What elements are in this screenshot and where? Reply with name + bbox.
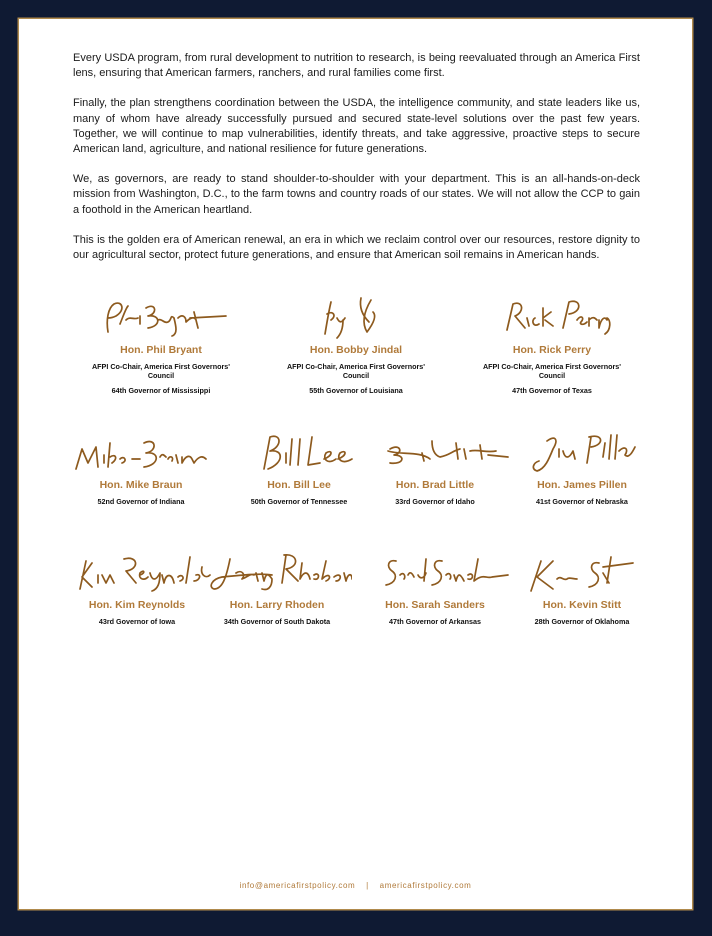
signatory-role: AFPI Co-Chair, America First Governors' Council: [482, 362, 622, 380]
signature-image: [507, 549, 657, 595]
paragraph-usda-programs: Every USDA program, from rural development to nutrition to research, is being reevaluated through an America First lens, ensuring that American farmers, ranchers, and rural families come first.: [73, 52, 640, 80]
signatory-office: 64th Governor of Mississippi: [111, 386, 211, 395]
signatory-name: Hon. Mike Braun: [99, 479, 183, 491]
letter-page: [19, 19, 692, 909]
signatory-name: Hon. Kevin Stitt: [542, 599, 622, 611]
signature-image: [360, 549, 510, 595]
signatory-sarah-sanders: [360, 549, 510, 626]
signatory-name: Hon. Larry Rhoden: [229, 599, 325, 611]
signatory-role: AFPI Co-Chair, America First Governors' Council: [91, 362, 231, 380]
signature-image: [224, 429, 374, 475]
signatory-mike-braun: [66, 429, 216, 506]
signatory-role: AFPI Co-Chair, America First Governors' Council: [286, 362, 426, 380]
letter-body: [73, 51, 640, 278]
signatory-bobby-jindal: [281, 294, 431, 395]
signature-image: [360, 429, 510, 475]
signatory-office: 47th Governor of Arkansas: [388, 617, 481, 626]
signatory-office: 34th Governor of South Dakota: [223, 617, 331, 626]
signatory-larry-rhoden: [202, 549, 352, 626]
paragraph-governors-ready: We, as governors, are ready to stand shoulder-to-shoulder with your department. This is an all-hands-on-deck mission from Washington, D.C., to the farm towns and country roads of our states. We will not allow the CCP to gain a foothold in the American heartland.: [73, 173, 640, 216]
signatory-brad-little: [360, 429, 510, 506]
paragraph-golden-era: This is the golden era of American renewal, an era in which we reclaim control over our resources, restore dignity to our agricultural sector, protect future generations, and ensure that American soil remains in American hands.: [73, 233, 640, 262]
signatory-office: 41st Governor of Nebraska: [536, 497, 628, 506]
signatory-kevin-stitt: [507, 549, 657, 626]
page-footer: [19, 881, 692, 890]
footer-website-link[interactable]: americafirstpolicy.com: [379, 881, 472, 890]
footer-email-link[interactable]: info@americafirstpolicy.com: [239, 881, 356, 890]
signatory-name: Hon. Brad Little: [395, 479, 475, 491]
signatory-kim-reynolds: [62, 549, 212, 626]
signature-image: [477, 294, 627, 340]
signatory-rick-perry: [477, 294, 627, 395]
signatory-name: Hon. Bobby Jindal: [309, 344, 403, 356]
signatory-office: 28th Governor of Oklahoma: [534, 617, 630, 626]
signatory-office: 43rd Governor of Iowa: [98, 617, 176, 626]
signature-image: [66, 429, 216, 475]
signatory-name: Hon. Sarah Sanders: [385, 599, 485, 611]
signature-image: [507, 429, 657, 475]
signatory-name: Hon. James Pillen: [537, 479, 627, 491]
signatory-office: 55th Governor of Louisiana: [309, 386, 403, 395]
signatory-name: Hon. Rick Perry: [512, 344, 592, 356]
signature-image: [62, 549, 212, 595]
signature-image: [281, 294, 431, 340]
signatory-bill-lee: [224, 429, 374, 506]
signatory-phil-bryant: [86, 294, 236, 395]
footer-separator: |: [366, 881, 369, 890]
signatory-james-pillen: [507, 429, 657, 506]
signature-image: [202, 549, 352, 595]
signatory-office: 33rd Governor of Idaho: [395, 497, 475, 506]
paragraph-coordination: Finally, the plan strengthens coordination between the USDA, the intelligence community, and state leaders like us, many of whom have already successfully pursued and secured state-level solutions over the past few years. Together, we will continue to map vulnerabilities, identify threats, and take aggressive, proactive steps to secure American land, agriculture, and national resilience for future generations.: [73, 97, 640, 156]
signatory-office: 52nd Governor of Indiana: [97, 497, 185, 506]
signatory-office: 47th Governor of Texas: [512, 386, 592, 395]
signatory-name: Hon. Kim Reynolds: [88, 599, 186, 611]
signature-image: [86, 294, 236, 340]
signatory-office: 50th Governor of Tennessee: [250, 497, 348, 506]
signatory-name: Hon. Bill Lee: [267, 479, 331, 491]
signatory-name: Hon. Phil Bryant: [120, 344, 202, 356]
